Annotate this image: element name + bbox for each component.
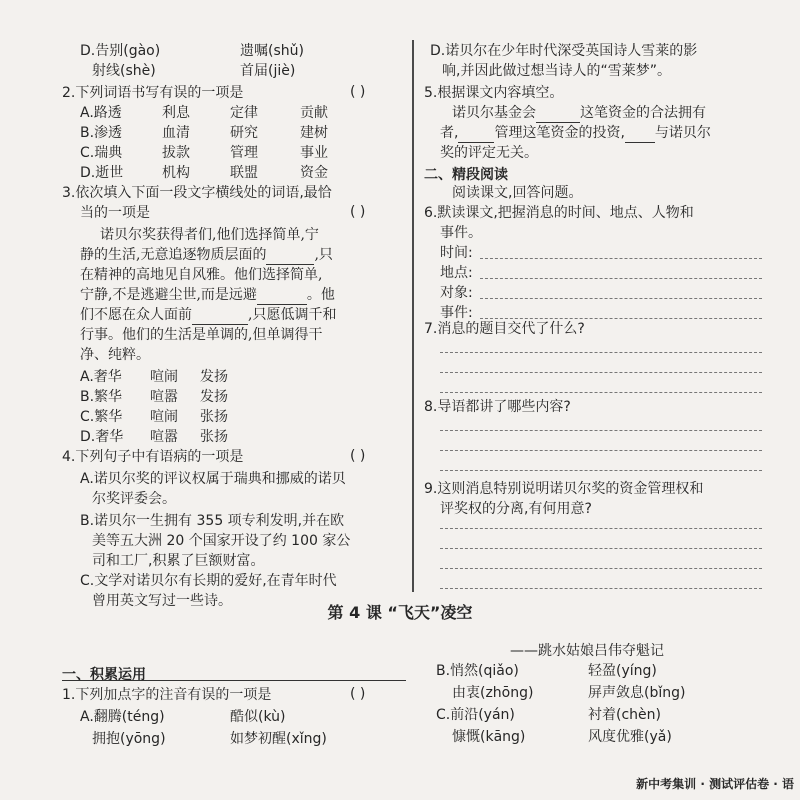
q2-option-d-4: 资金 xyxy=(300,165,328,181)
q5-text: 与诺贝尔 xyxy=(654,125,711,141)
q3-passage-line2 xyxy=(80,246,333,265)
q5-text: 这笔资金的合法拥有 xyxy=(580,105,706,121)
q8-answer-line-3[interactable] xyxy=(440,470,762,471)
q3-passage-line6: 行事。他们的生活是单调的,但单调得干 xyxy=(80,327,323,343)
q3-option-d-1: D.奢华 xyxy=(80,429,124,445)
q2-option-b-4: 建树 xyxy=(300,125,328,141)
reading-intro: 阅读课文,回答问题。 xyxy=(452,185,583,201)
q7-answer-line-3[interactable] xyxy=(440,392,762,393)
q3-option-c-3: 张扬 xyxy=(200,409,228,425)
q3-passage-text: 们不愿在众人面前 xyxy=(80,307,192,323)
q3-option-a-2: 喧闹 xyxy=(150,369,178,385)
q6-field-place-label: 地点: xyxy=(440,265,473,281)
q4-option-a-line2: 尔奖评委会。 xyxy=(92,491,176,507)
q1-option-c-word3: 慷慨(kāng) xyxy=(452,729,526,745)
q3-blank-3[interactable] xyxy=(192,306,248,325)
q4-stem: 4.下列句子中有语病的一项是 xyxy=(62,449,244,465)
q3-passage-text: ,只愿低调千和 xyxy=(248,307,337,323)
q8-answer-line-2[interactable] xyxy=(440,450,762,451)
q1-option-d-word1: D.告别(gào) xyxy=(80,43,161,59)
q2-option-c-3: 管理 xyxy=(230,145,258,161)
q9-answer-line-2[interactable] xyxy=(440,548,762,549)
q5-line2 xyxy=(440,124,711,143)
q9-answer-line-4[interactable] xyxy=(440,588,762,589)
q2-option-c-4: 事业 xyxy=(300,145,328,161)
q6-field-event-line[interactable] xyxy=(480,318,762,319)
q4-answer-paren[interactable]: ( ) xyxy=(350,448,366,464)
q1-option-b-word3: 由衷(zhōng) xyxy=(452,685,534,701)
q1-option-a-word1: A.翻腾(téng) xyxy=(80,709,165,725)
q5-blank-2[interactable] xyxy=(458,124,494,143)
q3-passage-line4 xyxy=(80,286,335,305)
page-footer: 新中考集训 · 测试评估卷 · 语 xyxy=(636,777,794,791)
q2-option-c-1: C.瑞典 xyxy=(80,145,123,161)
q1-answer-paren[interactable]: ( ) xyxy=(350,686,366,702)
q4-option-c-line1: C.文学对诺贝尔有长期的爱好,在青年时代 xyxy=(80,573,337,589)
q3-option-a-1: A.奢华 xyxy=(80,369,122,385)
q3-passage-line5 xyxy=(80,306,336,325)
q2-answer-paren[interactable]: ( ) xyxy=(350,84,366,100)
q3-passage-text: 静的生活,无意追逐物质层面的 xyxy=(80,247,267,263)
q4-option-b-line2: 美等五大洲 20 个国家开设了约 100 家公 xyxy=(92,533,351,549)
q3-passage-text: 宁静,不是逃避尘世,而是远避 xyxy=(80,287,257,303)
q4-option-b-line3: 司和工厂,积累了巨额财富。 xyxy=(92,553,265,569)
q5-blank-3[interactable] xyxy=(625,124,655,143)
q7-answer-line-2[interactable] xyxy=(440,372,762,373)
q3-option-b-3: 发扬 xyxy=(200,389,228,405)
q4-option-d-line2: 响,并因此做过想当诗人的“雪莱梦”。 xyxy=(442,63,671,79)
q1-option-a-word2: 酷似(kù) xyxy=(230,709,286,725)
column-divider xyxy=(412,40,414,592)
q5-text: 诺贝尔基金会 xyxy=(452,105,536,121)
q3-option-b-1: B.繁华 xyxy=(80,389,123,405)
q3-stem-line2: 当的一项是 xyxy=(80,205,150,221)
q1-option-d-word4: 首届(jiè) xyxy=(240,63,296,79)
q6-field-time-line[interactable] xyxy=(480,258,762,259)
q2-option-a-2: 利息 xyxy=(162,105,190,121)
q9-answer-line-3[interactable] xyxy=(440,568,762,569)
section-heading-reading: 二、精段阅读 xyxy=(424,167,508,183)
q3-option-a-3: 发扬 xyxy=(200,369,228,385)
q3-stem-line1: 3.依次填入下面一段文字横线处的词语,最恰 xyxy=(62,185,332,201)
q2-option-a-3: 定律 xyxy=(230,105,258,121)
q1-option-b-word2: 轻盈(yíng) xyxy=(588,663,657,679)
q1-option-c-word4: 风度优雅(yǎ) xyxy=(588,729,672,745)
q3-passage-text: 。他 xyxy=(306,287,335,303)
q7-stem: 7.消息的题目交代了什么? xyxy=(424,321,585,337)
q3-option-d-3: 张扬 xyxy=(200,429,228,445)
q6-stem-line1: 6.默读课文,把握消息的时间、地点、人物和 xyxy=(424,205,694,221)
q1-stem: 1.下列加点字的注音有误的一项是 xyxy=(62,687,272,703)
q3-passage-text: ,只 xyxy=(314,247,333,263)
q3-blank-2[interactable] xyxy=(257,286,307,305)
q1-option-d-word2: 遗嘱(shǔ) xyxy=(240,43,304,59)
lesson-subtitle: ——跳水姑娘吕伟夺魁记 xyxy=(510,643,664,659)
lesson-title: 第 4 课 “飞天”凌空 xyxy=(327,603,473,622)
q8-answer-line-1[interactable] xyxy=(440,430,762,431)
q1-option-b-word4: 屏声敛息(bǐng) xyxy=(588,685,686,701)
q6-field-time-label: 时间: xyxy=(440,245,473,261)
q3-blank-1[interactable] xyxy=(266,246,314,265)
q2-option-d-1: D.逝世 xyxy=(80,165,124,181)
q6-stem-line2: 事件。 xyxy=(440,225,482,241)
q9-answer-line-1[interactable] xyxy=(440,528,762,529)
q4-option-b-line1: B.诺贝尔一生拥有 355 项专利发明,并在欧 xyxy=(80,513,345,529)
q2-option-b-2: 血清 xyxy=(162,125,190,141)
q3-passage-line3: 在精神的高地见自风雅。他们选择简单, xyxy=(80,267,323,283)
q5-line1 xyxy=(452,104,706,123)
q4-option-c-line2: 曾用英文写过一些诗。 xyxy=(92,593,232,609)
q1-option-c-word2: 衬着(chèn) xyxy=(588,707,661,723)
q6-field-event-label: 事件: xyxy=(440,305,473,321)
q3-option-d-2: 喧嚣 xyxy=(150,429,178,445)
q1-option-b-word1: B.悄然(qiǎo) xyxy=(436,663,519,679)
q2-option-d-3: 联盟 xyxy=(230,165,258,181)
q5-stem: 5.根据课文内容填空。 xyxy=(424,85,564,101)
q2-option-b-1: B.渗透 xyxy=(80,125,123,141)
q9-stem-line2: 评奖权的分离,有何用意? xyxy=(440,501,592,517)
q6-field-place-line[interactable] xyxy=(480,278,762,279)
q2-option-a-1: A.路透 xyxy=(80,105,122,121)
q2-option-b-3: 研究 xyxy=(230,125,258,141)
q9-stem-line1: 9.这则消息特别说明诺贝尔奖的资金管理权和 xyxy=(424,481,704,497)
q5-blank-1[interactable] xyxy=(536,104,580,123)
q4-option-a-line1: A.诺贝尔奖的评议权属于瑞典和挪威的诺贝 xyxy=(80,471,346,487)
q2-option-a-4: 贡献 xyxy=(300,105,328,121)
q6-field-person-label: 对象: xyxy=(440,285,473,301)
q1-option-c-word1: C.前沿(yán) xyxy=(436,707,515,723)
q2-option-c-2: 拔款 xyxy=(162,145,190,161)
q3-option-c-2: 喧闹 xyxy=(150,409,178,425)
q2-option-d-2: 机构 xyxy=(162,165,190,181)
q6-field-person-line[interactable] xyxy=(480,298,762,299)
q1-option-a-word4: 如梦初醒(xǐng) xyxy=(230,731,327,747)
q5-text: 管理这笔资金的投资, xyxy=(494,125,625,141)
section-heading-accumulation: 一、积累运用 xyxy=(62,667,146,683)
q3-option-b-2: 喧嚣 xyxy=(150,389,178,405)
q1-option-d-word3: 射线(shè) xyxy=(92,63,156,79)
q2-stem: 2.下列词语书写有误的一项是 xyxy=(62,85,244,101)
q5-line3: 奖的评定无关。 xyxy=(440,145,538,161)
q8-stem: 8.导语都讲了哪些内容? xyxy=(424,399,571,415)
section-underline xyxy=(62,680,406,681)
q1-option-a-word3: 拥抱(yōng) xyxy=(92,731,166,747)
q5-text: 者, xyxy=(440,125,459,141)
q3-option-c-1: C.繁华 xyxy=(80,409,123,425)
q3-passage-line7: 净、纯粹。 xyxy=(80,347,150,363)
q4-option-d-line1: D.诺贝尔在少年时代深受英国诗人雪莱的影 xyxy=(430,43,698,59)
q7-answer-line-1[interactable] xyxy=(440,352,762,353)
q3-passage-line1: 诺贝尔奖获得者们,他们选择简单,宁 xyxy=(100,227,319,243)
q3-answer-paren[interactable]: ( ) xyxy=(350,204,366,220)
